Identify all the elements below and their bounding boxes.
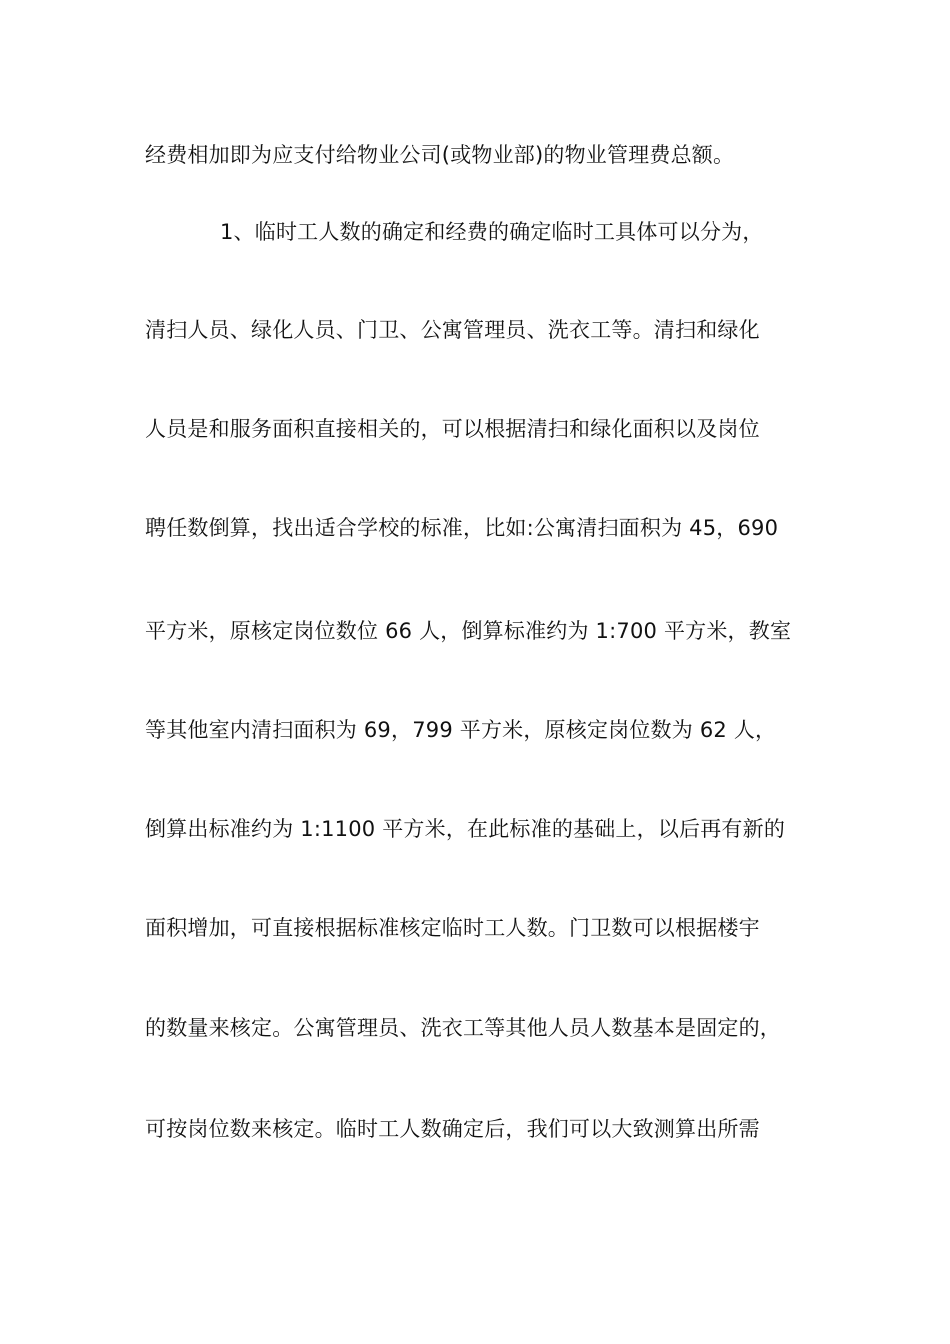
text-line-5: 聘任数倒算，找出适合学校的标准，比如:公寓清扫面积为 45，690 (145, 516, 779, 540)
text-line-9: 面积增加，可直接根据标准核定临时工人数。门卫数可以根据楼宇 (145, 916, 760, 940)
text-line-7: 等其他室内清扫面积为 69，799 平方米，原核定岗位数为 62 人， (145, 718, 777, 742)
text-line-1: 经费相加即为应支付给物业公司(或物业部)的物业管理费总额。 (145, 143, 735, 167)
text-line-3: 清扫人员、绿化人员、门卫、公寓管理员、洗衣工等。清扫和绿化 (145, 318, 760, 342)
text-line-2: 1、临时工人数的确定和经费的确定临时工具体可以分为， (220, 220, 764, 244)
text-line-11: 可按岗位数来核定。临时工人数确定后，我们可以大致测算出所需 (145, 1117, 760, 1141)
text-line-6: 平方米，原核定岗位数位 66 人，倒算标准约为 1:700 平方米，教室 (145, 619, 792, 643)
text-line-8: 倒算出标准约为 1:1100 平方米，在此标准的基础上，以后再有新的 (145, 817, 786, 841)
text-line-4: 人员是和服务面积直接相关的，可以根据清扫和绿化面积以及岗位 (145, 417, 760, 441)
text-line-10: 的数量来核定。公寓管理员、洗衣工等其他人员人数基本是固定的， (145, 1016, 781, 1040)
